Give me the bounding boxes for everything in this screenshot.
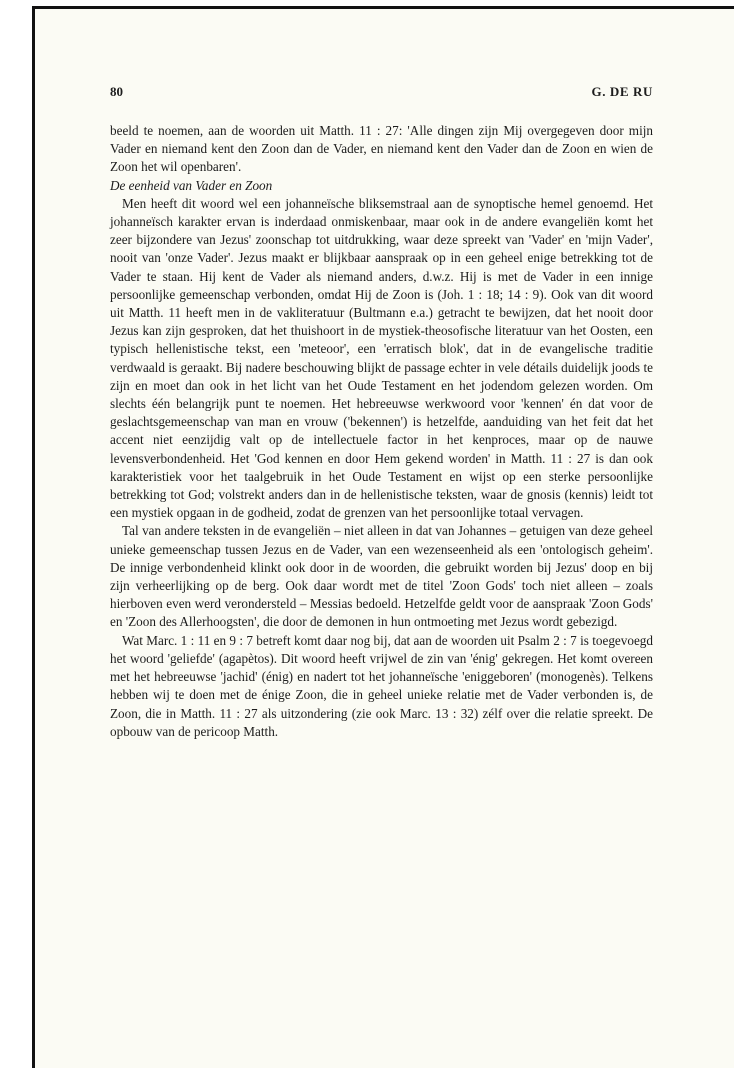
page-header [110,84,653,104]
paragraph: Tal van andere teksten in de evangeliën – niet alleen in dat van Johannes – getuigen van deze geheel unieke gemeenschap tussen Jezus en de Vader, van een wezenseenheid als een 'ontologisch geheim'. De innige verbondenheid klinkt ook door in de woorden, die gebruikt worden bij Jezus' doop en bij zijn verheerlijking op de berg. Ook daar wordt met de titel 'Zoon Gods' toch niet alleen – zoals hierboven even werd verondersteld – Messias bedoeld. Hetzelfde geldt voor de aanspraak 'Zoon Gods' en 'Zoon des Allerhoogsten', die door de demonen in hun ontmoeting met Jezus wordt gebezigd. [110,523,653,630]
body-text [110,122,653,741]
paragraph: Wat Marc. 1 : 11 en 9 : 7 betreft komt daar nog bij, dat aan de woorden uit Psalm 2 : 7 is toegevoegd het woord 'geliefde' (agapètos). Dit woord heeft vrijwel de zin van 'énig' gekregen. Het komt overeen met het hebreeuwse 'jachid' (énig) en nadert tot het johanneïsche 'eniggeboren' (monogenès). Telkens hebben wij te doen met de énige Zoon, die in geheel unieke relatie met de Vader verbonden is, de Zoon, die in Matth. 11 : 27 als uitzondering (zie ook Marc. 13 : 32) zélf over die relatie spreekt. De opbouw van de pericoop Matth. [110,632,653,739]
section-heading: De eenheid van Vader en Zoon [110,177,273,193]
paragraph-continued: beeld te noemen, aan de woorden uit Matth. 11 : 27: 'Alle dingen zijn Mij overgegeven door mijn Vader en niemand kent den Zoon dan de Vader, en niemand kent den Vader dan de Zoon en wien de Zoon het wil openbaren'. [110,123,653,175]
page-number: 80 [110,84,123,99]
running-head-author: G. DE RU [591,84,653,99]
paragraph: Men heeft dit woord wel een johanneïsche bliksemstraal aan de synoptische hemel genoemd. Het johanneïsch karakter ervan is inderdaad onmiskenbaar, maar ook in de andere evangeliën komt het zeer bijzondere van Jezus' zoonschap tot uitdrukking, waar deze spreekt van 'Vader' en 'mijn Vader', nooit van 'onze Vader'. Jezus maakt er blijkbaar aanspraak op in een geheel enige betrekking tot de Vader te staan. Hij kent de Vader als niemand anders, d.w.z. Hij is met de Vader in een innige persoonlijke gemeenschap verbonden, omdat Hij de Zoon is (Joh. 1 : 18; 14 : 9). Ook van dit woord uit Matth. 11 heeft men in de vakliteratuur (Bultmann e.a.) getracht te bewijzen, dat het nooit door Jezus kan zijn gesproken, dat het thuishoort in de mystiek-theosofische literatuur van het Oosten, een typisch hellenistische tekst, een 'meteoor', een 'erratisch blok', dat in de evangelische traditie verdwaald is geraakt. Bij nadere beschouwing blijkt de passage echter in vele détails duidelijk joods te zijn en moet dan ook in het licht van het Oude Testament en het jodendom gelezen worden. Om slechts één belangrijk punt te noemen. Het hebreeuwse werkwoord voor 'kennen' én dat voor de geslachtsgemeenschap van man en vrouw ('bekennen') is hetzelfde, aanduiding van het feit dat het accent niet eenzijdig valt op de intellectuele factor in het kenproces, maar op de nauwe levensverbondenheid. Het 'God kennen en door Hem gekend worden' in Matth. 11 : 27 is dan ook karakteristiek voor het taalgebruik in het Oude Testament en wijst op een sterke persoonlijke betrekking tot God; volstrekt anders dan in de hellenistische teksten, waar de gnosis (kennis) leidt tot een mystiek opgaan in de godheid, zodat de grenzen van het persoonlijke totaal vervagen. [110,195,653,521]
